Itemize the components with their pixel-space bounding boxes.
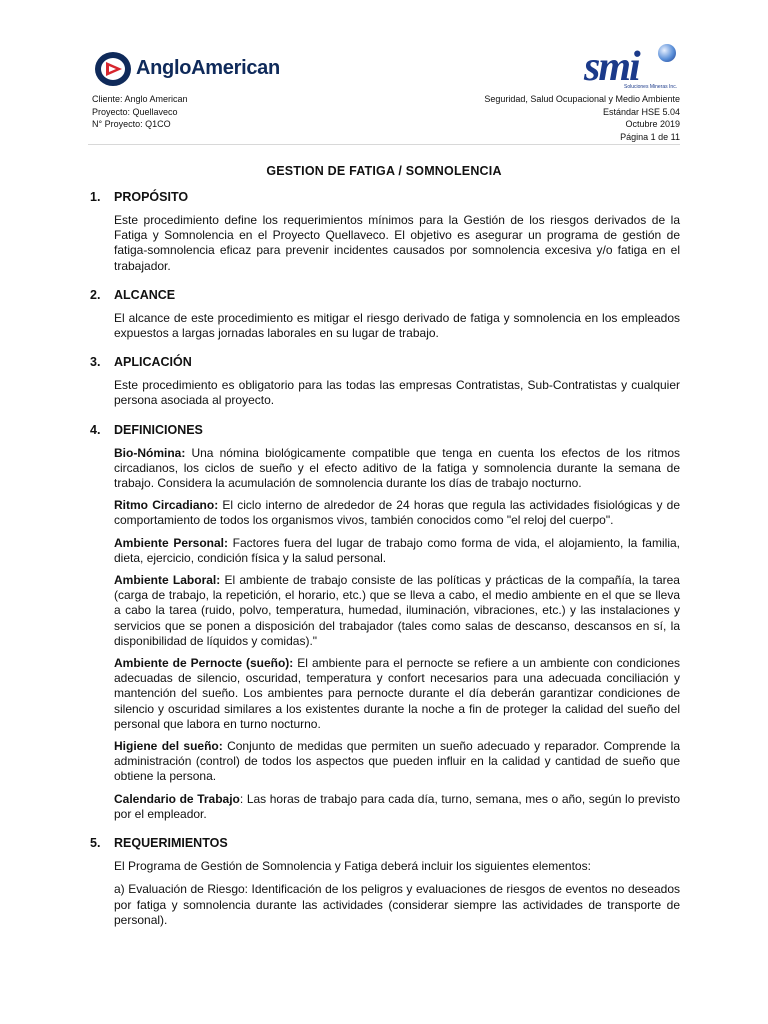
smi-wordmark: smi (584, 44, 639, 90)
section-intro: El Programa de Gestión de Somnolencia y Fatiga deberá incluir los siguientes elementos: (114, 859, 591, 874)
header-divider (88, 144, 680, 145)
globe-icon (658, 44, 676, 62)
definition-text: Factores fuera del lugar de trabajo como forma de vida, el alojamiento, la familia, dieta, ejercicio, condición física y la salud personal. (114, 535, 680, 565)
definition-term: Ambiente Personal: (114, 535, 229, 550)
definition-item (114, 573, 680, 649)
section-definiciones (90, 423, 680, 822)
definition-term: Calendario de Trabajo (114, 791, 240, 806)
anglo-american-wordmark: AngloAmerican (136, 57, 280, 79)
smi-tagline: Soluciones Mineras Inc. (624, 84, 678, 90)
project-info (92, 93, 188, 131)
project-number-line: N° Proyecto: Q1CO (92, 119, 171, 129)
definition-text: Una nómina biológicamente compatible que tenga en cuenta los efectos de los ritmos circadianos, los ciclos de sueño y el efecto aditivo de la fatiga y somnolencia durante la semana de trabajo. Considera la acumulación de somnolencia durante los días de trabajo nocturno. (114, 445, 680, 491)
area-line: Seguridad, Salud Ocupacional y Medio Ambiente (484, 94, 680, 104)
definition-item (114, 446, 680, 492)
section-text: El alcance de este procedimiento es mitigar el riesgo derivado de fatiga y somnolencia en los empleados expuestos a largas jornadas laborales en su lugar de trabajo. (114, 310, 680, 341)
definition-term: Ambiente Laboral: (114, 573, 221, 588)
anglo-american-emblem-icon (94, 50, 132, 88)
page-number: Página 1 de 11 (620, 131, 680, 142)
section-number: 1. (90, 190, 101, 204)
definition-text: Conjunto de medidas que permiten un sueño adecuado y reparador. Comprende la administración (control) de todos los aspectos que pueden influir en la calidad y cantidad de sueño que obtiene la persona. (114, 739, 680, 784)
definition-item (114, 739, 680, 785)
definition-term: Bio-Nómina: (114, 445, 186, 460)
definition-text: El ambiente para el pernocte se refiere a un ambiente con condiciones adecuadas de silencio, oscuridad, temperatura y confort necesarios para una adecuada conciliación y mantención del sueño. Los ambientes para pernocte durante el día deberán garantizar condiciones de silencio y oscuridad similares a los existentes durante la noche a fin de proteger la calidad del sueño del personal que labora en turno nocturno. (114, 656, 680, 731)
section-title: APLICACIÓN (114, 355, 192, 370)
definition-term: Higiene del sueño: (114, 739, 223, 754)
section-number: 4. (90, 422, 101, 437)
section-title: REQUERIMIENTOS (114, 836, 228, 851)
section-aplicacion (90, 355, 680, 408)
section-heading (90, 190, 680, 204)
definition-text: : Las horas de trabajo para cada día, turno, semana, mes o año, según lo previsto por el empleador. (114, 791, 681, 821)
document-body (90, 190, 680, 942)
standard-line: Estándar HSE 5.04 (602, 106, 680, 117)
smi-logo (584, 44, 680, 94)
definition-term: Ritmo Circadiano: (114, 498, 219, 513)
anglo-american-logo (94, 50, 280, 90)
section-title: DEFINICIONES (114, 422, 203, 437)
client-line: Cliente: Anglo American (92, 94, 188, 104)
requirement-item-a: a) Evaluación de Riesgo: Identificación de los peligros y evaluaciones de riesgos de eventos no deseados por fatiga y somnolencia durante las actividades (considerar siempre las actividades de transporte de personal). (114, 882, 680, 927)
section-title: PROPÓSITO (114, 190, 189, 204)
section-title: ALCANCE (114, 287, 176, 302)
section-heading (90, 355, 680, 369)
definition-item (114, 656, 680, 732)
section-text: Este procedimiento define los requerimientos mínimos para la Gestión de los riesgos derivados de la Fatiga y Somnolencia en el Proyecto Quellaveco. El objetivo es asegurar un programa de gestión de fatiga-somnolencia eficaz para prevenir incidentes causados por somnolencia excesiva y/o fatiga en el trabajador. (114, 213, 680, 273)
section-number: 5. (90, 836, 101, 851)
section-text: Este procedimiento es obligatorio para las todas las empresas Contratistas, Sub-Contratistas y cualquier persona asociada al proyecto. (114, 378, 680, 408)
date-line: Octubre 2019 (625, 119, 680, 129)
document-title: GESTION DE FATIGA / SOMNOLENCIA (266, 164, 502, 178)
section-heading (90, 836, 680, 850)
definition-term: Ambiente de Pernocte (sueño): (114, 656, 294, 671)
section-number: 2. (90, 287, 101, 302)
definition-item (114, 498, 680, 528)
section-number: 3. (90, 355, 101, 370)
definition-item (114, 792, 680, 822)
page-header (0, 0, 768, 140)
document-info (484, 93, 680, 143)
section-proposito (90, 190, 680, 274)
project-line: Proyecto: Quellaveco (92, 106, 178, 117)
section-heading (90, 288, 680, 302)
section-heading (90, 423, 680, 437)
section-alcance (90, 288, 680, 341)
section-requerimientos (90, 836, 680, 928)
definition-text: El ciclo interno de alrededor de 24 horas que regula las actividades fisiológicas y de comportamiento de todos los organismos vivos, también conocidos como "el reloj del cuerpo". (114, 498, 680, 528)
definition-item (114, 536, 680, 566)
definition-text: El ambiente de trabajo consiste de las políticas y prácticas de la compañía, la tarea (carga de trabajo, la repetición, el horario, etc.) que se lleva a cabo, el medio ambiente en el que se lleva a cabo la tarea (ruido, polvo, temperatura, humedad, iluminación, vibraciones, etc.) y las instalaciones y servicios que se ponen a disposición del trabajador (tales como salas de descanso, descansos en sí, la disponibilidad de líquidos y comidas)." (114, 573, 680, 648)
